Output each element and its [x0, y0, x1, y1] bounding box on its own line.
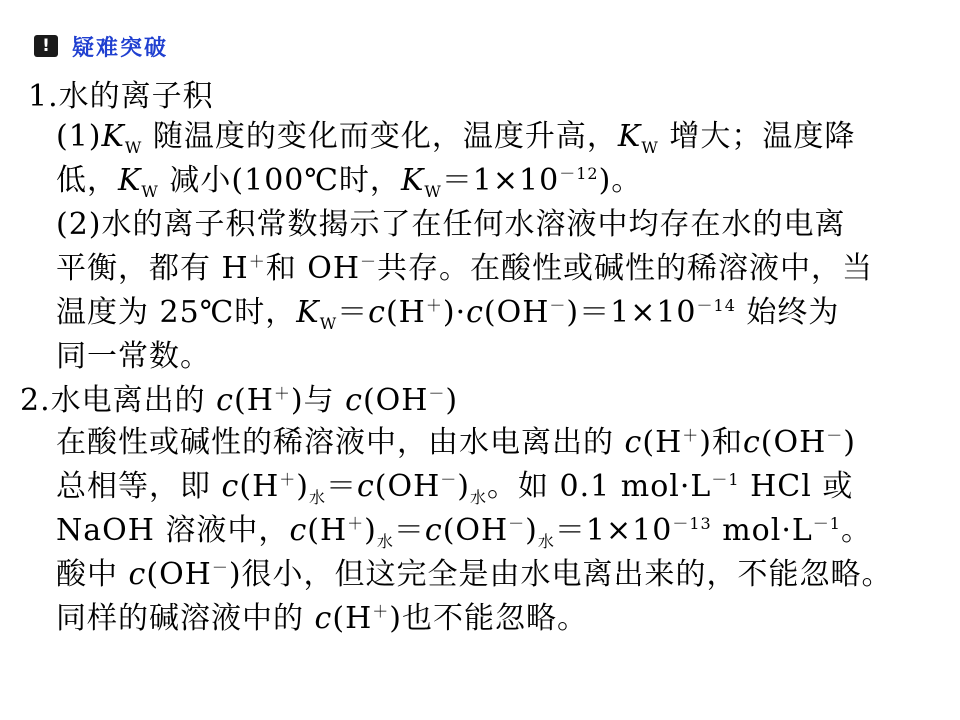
text: (H [332, 601, 373, 636]
text: )＝1×10 [566, 295, 697, 330]
charge: ＋ [372, 602, 390, 621]
paragraph-1-line-2 [56, 162, 642, 200]
text: (2)水的离子积常数揭示了在任何水溶液中均存在水的电离 [56, 207, 846, 242]
text: 随温度的变化而变化，温度升高， [142, 119, 618, 154]
text: 始终为 [735, 295, 840, 330]
text: )。 [598, 163, 643, 198]
charge: ＋ [682, 426, 700, 445]
charge: ＋ [273, 384, 291, 403]
paragraph-2-line-2 [56, 250, 873, 288]
text: 同一常数。 [56, 339, 211, 374]
text: )与 [290, 383, 346, 418]
kw-symbol: K [296, 295, 320, 330]
text: 酸中 [56, 557, 129, 592]
kw-subscript: W [424, 182, 442, 201]
text: 增大；温度降 [658, 119, 856, 154]
text: 共存。在酸性或碱性的稀溶液中，当 [377, 251, 874, 286]
exponent: －13 [672, 514, 712, 533]
text: ) [457, 469, 470, 504]
kw-symbol: K [400, 163, 425, 198]
text: (OH [146, 557, 212, 592]
concentration-symbol: c [742, 425, 761, 460]
paragraph-3-line-4 [56, 556, 893, 594]
text: ) [525, 513, 538, 548]
text: (OH [483, 295, 550, 330]
text: 平衡，都有 H [56, 251, 249, 286]
text: ＝1×10 [441, 163, 560, 198]
heading-text: 1.水的离子积 [28, 79, 214, 114]
concentration-symbol: c [345, 383, 363, 418]
kw-symbol: K [617, 119, 642, 154]
text: 低， [56, 163, 118, 198]
subscript: 水 [470, 488, 488, 507]
text: )很小，但这完全是由水电离出来的，不能忽略。 [228, 557, 893, 592]
charge: － [360, 252, 378, 271]
text: ) [364, 513, 377, 548]
concentration-symbol: c [368, 295, 386, 330]
concentration-symbol: c [624, 425, 643, 460]
text: ) [296, 469, 309, 504]
charge: － [440, 470, 458, 489]
text: 2.水电离出的 [20, 383, 217, 418]
paragraph-2-line-4 [56, 338, 211, 376]
section-title: 疑难突破 [72, 35, 169, 61]
kw-subscript: W [319, 314, 338, 333]
concentration-symbol: c [356, 469, 375, 504]
text: ) [843, 425, 856, 460]
charge: ＋ [347, 514, 365, 533]
text: (H [642, 425, 683, 460]
text: ＝ [393, 513, 425, 548]
charge: － [826, 426, 844, 445]
text: ＝ [325, 469, 357, 504]
text: mol·L [711, 513, 813, 548]
paragraph-2-line-1 [56, 206, 846, 244]
text: (1) [56, 119, 102, 154]
concentration-symbol: c [314, 601, 333, 636]
heading-water-ionization [20, 382, 458, 420]
text: )也不能忽略。 [389, 601, 588, 636]
text: NaOH 溶液中， [56, 513, 290, 548]
text: )· [442, 295, 467, 330]
paragraph-2-line-3 [56, 294, 839, 332]
concentration-symbol: c [216, 383, 234, 418]
kw-symbol: K [101, 119, 125, 154]
paragraph-3-line-5 [56, 600, 588, 638]
text: ＝ [337, 295, 369, 330]
concentration-symbol: c [466, 295, 484, 330]
text: ＝1×10 [554, 513, 673, 548]
text: )和 [699, 425, 743, 460]
text: 减小(100℃时， [158, 163, 401, 198]
kw-subscript: W [641, 138, 659, 157]
charge: ＋ [248, 252, 266, 271]
text: (H [233, 383, 274, 418]
exponent: －1 [812, 514, 841, 533]
charge: － [549, 296, 567, 315]
paragraph-1-line-1 [56, 118, 855, 156]
exponent: －12 [559, 164, 599, 183]
text: (OH [362, 383, 429, 418]
paragraph-3-line-3 [56, 512, 872, 550]
heading-ion-product [28, 78, 214, 116]
subscript: 水 [376, 532, 394, 551]
exponent: －14 [696, 296, 736, 315]
text: (H [385, 295, 426, 330]
text: 在酸性或碱性的稀溶液中，由水电离出的 [56, 425, 625, 460]
subscript: 水 [537, 532, 555, 551]
kw-symbol: K [118, 163, 142, 198]
exponent: －1 [711, 470, 740, 489]
concentration-symbol: c [221, 469, 240, 504]
concentration-symbol: c [128, 557, 147, 592]
text: HCl 或 [739, 469, 854, 504]
text: (H [239, 469, 280, 504]
text: 。如 0.1 mol·L [487, 469, 712, 504]
paragraph-3-line-1 [56, 424, 856, 462]
exclamation-icon: ! [34, 35, 58, 57]
text: 。 [840, 513, 872, 548]
kw-subscript: W [141, 182, 159, 201]
charge: ＋ [425, 296, 443, 315]
concentration-symbol: c [424, 513, 443, 548]
text: (OH [442, 513, 509, 548]
text: 温度为 25℃时， [56, 295, 297, 330]
text: ) [445, 383, 459, 418]
text: (OH [760, 425, 827, 460]
kw-subscript: W [124, 138, 143, 157]
text: (H [307, 513, 348, 548]
concentration-symbol: c [289, 513, 308, 548]
paragraph-3-line-2 [56, 468, 853, 506]
text: (OH [374, 469, 441, 504]
section-header [34, 32, 168, 60]
charge: ＋ [279, 470, 297, 489]
text: 总相等，即 [56, 469, 222, 504]
charge: － [428, 384, 446, 403]
text: 同样的碱溶液中的 [56, 601, 315, 636]
charge: － [211, 558, 229, 577]
charge: － [508, 514, 526, 533]
text: 和 OH [265, 251, 361, 286]
subscript: 水 [308, 488, 326, 507]
